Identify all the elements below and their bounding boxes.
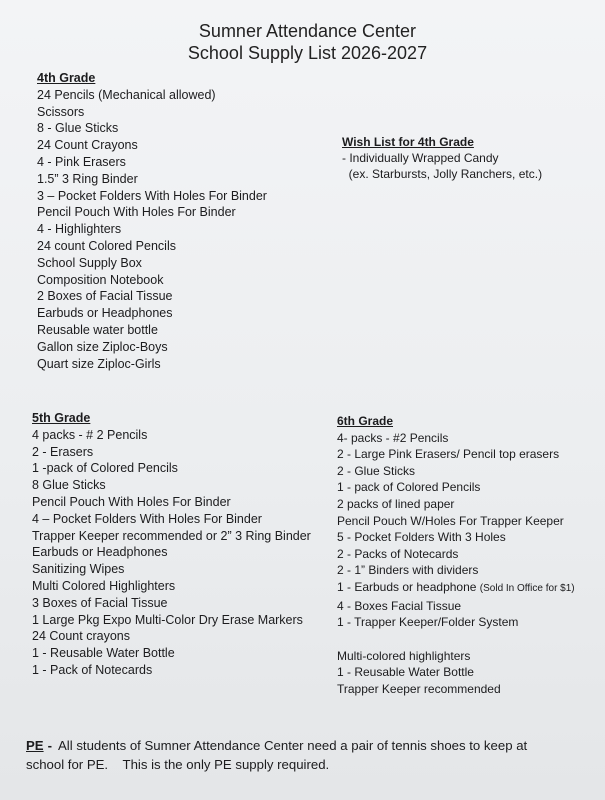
list-item: 24 Count Crayons (37, 138, 138, 153)
list-item: 4 - Boxes Facial Tissue (337, 598, 462, 613)
list-item: 1 - pack of Colored Pencils (337, 480, 481, 495)
list-item: 2 - Erasers (32, 444, 94, 459)
list-item: Earbuds or Headphones (32, 545, 168, 560)
list-item: Multi Colored Highlighters (32, 578, 176, 593)
list-item: Composition Notebook (37, 272, 164, 287)
list-item: 1.5” 3 Ring Binder (37, 171, 138, 186)
list-item: Quart size Ziploc-Girls (37, 356, 161, 371)
grade5-heading: 5th Grade (32, 411, 91, 425)
list-item: 2 - Glue Sticks (337, 463, 416, 478)
list-item: School Supply Box (37, 255, 142, 270)
list-item: 2 Boxes of Facial Tissue (37, 289, 173, 304)
list-item: Pencil Pouch With Holes For Binder (37, 205, 236, 220)
earbuds-note: (Sold In Office for $1) (479, 582, 575, 594)
pe-note (26, 736, 586, 774)
list-item: Trapper Keeper recommended or 2” 3 Ring Binder (32, 528, 311, 543)
pe-dash: - (47, 738, 52, 753)
list-item: 8 Glue Sticks (32, 478, 106, 493)
school-name-title: Sumner Attendance Center (198, 21, 417, 41)
list-item: 1 - Pack of Notecards (32, 662, 153, 677)
list-item: Trapper Keeper recommended (337, 681, 501, 696)
list-item: Pencil Pouch With Holes For Binder (32, 494, 231, 509)
list-item: 4 – Pocket Folders With Holes For Binder (32, 511, 262, 526)
grade6-heading: 6th Grade (337, 414, 394, 428)
list-item: Earbuds or Headphones (37, 306, 173, 321)
pe-text-line2: school for PE. This is the only PE supply required. (26, 757, 330, 772)
list-item: 3 Boxes of Facial Tissue (32, 595, 168, 610)
list-item-earbuds (337, 579, 575, 598)
list-item: 4 - Pink Erasers (37, 154, 126, 169)
list-spacer (337, 631, 575, 648)
list-item: 4 packs - # 2 Pencils (32, 427, 148, 442)
list-item: 1 - Trapper Keeper/Folder System (337, 615, 519, 630)
list-item: 4- packs - #2 Pencils (337, 430, 449, 445)
list-item: 2 - 1” Binders with dividers (337, 563, 479, 578)
wishlist-heading: Wish List for 4th Grade (342, 135, 474, 149)
list-item: 1 - Reusable Water Bottle (32, 646, 175, 661)
list-item: 5 - Pocket Folders With 3 Holes (337, 530, 506, 545)
grade5-list (32, 410, 311, 679)
list-item: 24 count Colored Pencils (37, 238, 176, 253)
list-item: Scissors (37, 104, 85, 119)
list-item: 3 – Pocket Folders With Holes For Binder (37, 188, 267, 203)
pe-label: PE (26, 738, 44, 753)
grade4-heading: 4th Grade (37, 71, 96, 85)
list-item: Pencil Pouch W/Holes For Trapper Keeper (337, 513, 564, 528)
list-item: Multi-colored highlighters (337, 648, 471, 663)
list-item: 1 Large Pkg Expo Multi-Color Dry Erase Markers (32, 612, 303, 627)
earbuds-label: 1 - Earbuds or headphone (337, 579, 477, 594)
list-item: 2 - Packs of Notecards (337, 546, 459, 561)
list-item: 8 - Glue Sticks (37, 121, 119, 136)
supply-list-title: School Supply List 2026-2027 (187, 43, 428, 63)
grade6-list (337, 413, 575, 697)
grade4-list (37, 70, 267, 372)
list-item: 1 -pack of Colored Pencils (32, 461, 178, 476)
list-item: - Individually Wrapped Candy (342, 151, 499, 165)
wishlist-4th-grade (342, 134, 542, 182)
list-item: 4 - Highlighters (37, 222, 122, 237)
list-item: Gallon size Ziploc-Boys (37, 339, 168, 354)
list-item: 24 Count crayons (32, 629, 130, 644)
pe-text-line1: All students of Sumner Attendance Center need a pair of tennis shoes to keep at (58, 738, 528, 753)
list-item: (ex. Starbursts, Jolly Ranchers, etc.) (342, 167, 543, 181)
list-item: 1 - Reusable Water Bottle (337, 665, 474, 680)
list-item: Sanitizing Wipes (32, 562, 125, 577)
list-item: 24 Pencils (Mechanical allowed) (37, 87, 216, 102)
list-item: 2 packs of lined paper (337, 496, 455, 511)
list-item: Reusable water bottle (37, 322, 158, 337)
list-item: 2 - Large Pink Erasers/ Pencil top erasers (337, 447, 560, 462)
